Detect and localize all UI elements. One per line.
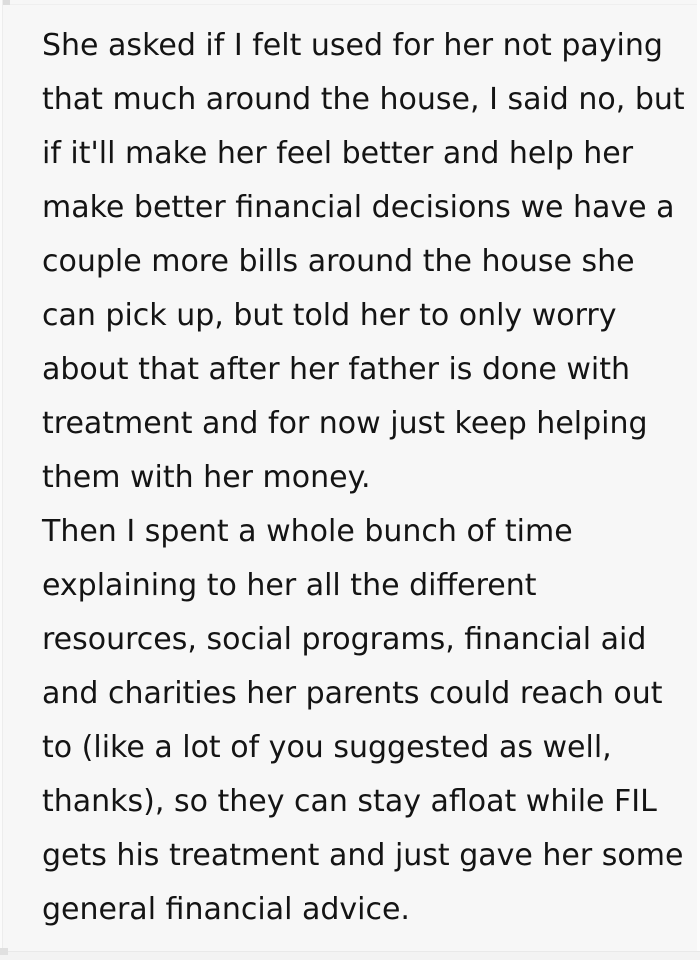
post-text-block <box>42 19 694 937</box>
text-line: She asked if I felt used for her not paying <box>42 28 663 63</box>
text-line: and charities her parents could reach out <box>42 676 663 711</box>
text-line: gets his treatment and just gave her some <box>42 838 684 873</box>
text-line: general financial advice. <box>42 892 410 927</box>
text-line: can pick up, but told her to only worry <box>42 298 617 333</box>
text-line: treatment and for now just keep helping <box>42 406 648 441</box>
crop-edge-left-hairline <box>2 0 3 960</box>
crop-edge-top-hairline <box>0 4 700 5</box>
text-line: couple more bills around the house she <box>42 244 635 279</box>
text-line: explaining to her all the different <box>42 568 537 603</box>
text-line: that much around the house, I said no, but <box>42 82 685 117</box>
text-line: resources, social programs, financial aid <box>42 622 647 657</box>
text-line: about that after her father is done with <box>42 352 631 387</box>
text-line: Then I spent a whole bunch of time <box>42 514 573 549</box>
crop-edge-bottom-strip <box>0 952 700 960</box>
text-line: them with her money. <box>42 460 371 495</box>
text-line: make better financial decisions we have a <box>42 190 675 225</box>
text-line: to (like a lot of you suggested as well, <box>42 730 612 765</box>
text-line: thanks), so they can stay afloat while FIL <box>42 784 657 819</box>
text-line: if it'll make her feel better and help her <box>42 136 634 171</box>
crop-edge-bottom-hairline <box>0 951 700 952</box>
crop-edge-bottomleft-mark <box>0 948 8 955</box>
